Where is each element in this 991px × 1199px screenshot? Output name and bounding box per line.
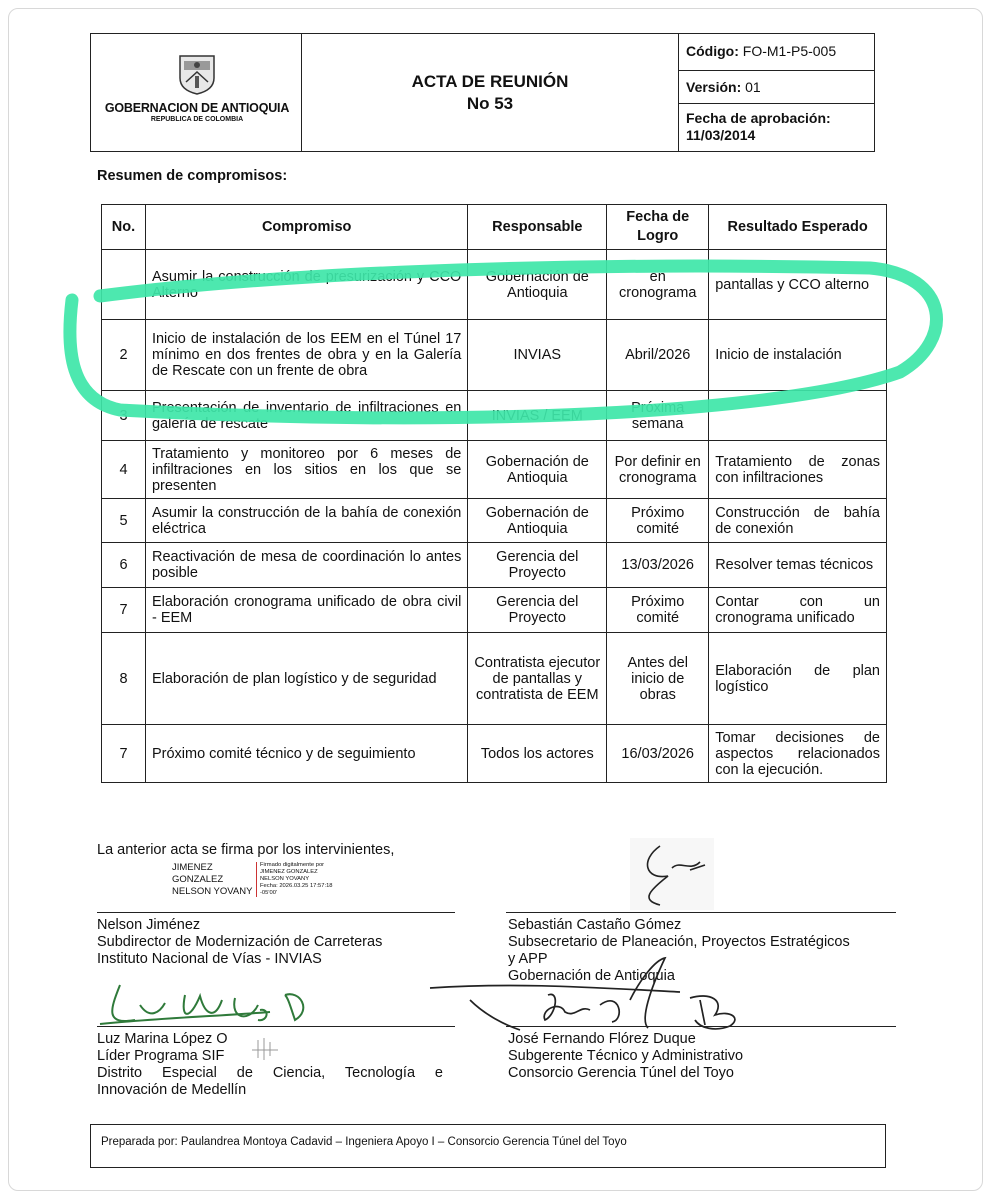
signatory-role: Subdirector de Modernización de Carreteras bbox=[97, 934, 383, 950]
cell-fecha: 16/03/2026 bbox=[607, 725, 709, 783]
document-title bbox=[302, 34, 679, 151]
cell-resultado: pantallas y CCO alterno bbox=[709, 250, 887, 320]
signatory-org-cont: Innovación de Medellín bbox=[97, 1082, 247, 1098]
cell-compromiso: Inicio de instalación de los EEM en el Túnel 17 mínimo en dos frentes de obra y en la Galería de Rescate con un frente de obra bbox=[145, 320, 467, 391]
section-title: Resumen de compromisos: bbox=[97, 168, 288, 184]
signatory-org: Consorcio Gerencia Túnel del Toyo bbox=[508, 1065, 734, 1081]
digital-name-line: GONZALEZ bbox=[172, 874, 224, 885]
signatory-name: Luz Marina López O bbox=[97, 1031, 228, 1047]
cell-resultado: Inicio de instalación bbox=[709, 320, 887, 391]
signature-line bbox=[506, 1026, 896, 1027]
table-row bbox=[102, 588, 887, 633]
signatory-org: Instituto Nacional de Vías - INVIAS bbox=[97, 951, 322, 967]
cell-responsable: Contratista ejecutor de pantallas y contratista de EEM bbox=[468, 633, 607, 725]
cell-compromiso: Asumir la construcción de la bahía de conexión eléctrica bbox=[145, 499, 467, 543]
digital-name-line: JIMENEZ bbox=[172, 862, 213, 873]
table-header-row bbox=[102, 205, 887, 250]
cell-no: 4 bbox=[102, 441, 146, 499]
digital-detail-line: Firmado digitalmente por bbox=[260, 862, 325, 868]
signature-line bbox=[506, 912, 896, 913]
coat-of-arms-icon bbox=[176, 52, 218, 96]
codigo-value: FO-M1-P5-005 bbox=[742, 43, 837, 59]
org-subtitle: REPUBLICA DE COLOMBIA bbox=[150, 116, 244, 123]
cell-responsable: Gobernación de Antioquia bbox=[468, 441, 607, 499]
signatory-luz-marina bbox=[97, 1031, 443, 1099]
cell-responsable: Gerencia del Proyecto bbox=[468, 588, 607, 633]
digital-detail-line: NELSON YOVANY bbox=[260, 876, 310, 882]
signature-line bbox=[97, 1026, 455, 1027]
version-row bbox=[679, 71, 874, 104]
digital-name-line: NELSON YOVANY bbox=[172, 886, 253, 897]
cell-resultado: Tratamiento de zonas con infiltraciones bbox=[709, 441, 887, 499]
cell-responsable: Gobernación de Antioquia bbox=[468, 499, 607, 543]
header-resultado: Resultado Esperado bbox=[709, 205, 887, 250]
digital-detail-line: -05'00' bbox=[260, 890, 278, 896]
cell-resultado bbox=[709, 391, 887, 441]
cell-responsable: Gobernación de Antioquia bbox=[468, 250, 607, 320]
cell-resultado: Resolver temas técnicos bbox=[709, 543, 887, 588]
table-row bbox=[102, 320, 887, 391]
cell-compromiso: Tratamiento y monitoreo por 6 meses de infiltraciones en los sitios en los que se presenten bbox=[145, 441, 467, 499]
signatory-name: Nelson Jiménez bbox=[97, 917, 201, 933]
signatory-role: Subsecretario de Planeación, Proyectos Estratégicos bbox=[508, 934, 850, 950]
cell-no: 8 bbox=[102, 633, 146, 725]
cell-no: 6 bbox=[102, 543, 146, 588]
metadata-cell bbox=[679, 34, 874, 151]
table-row bbox=[102, 633, 887, 725]
title-line-2: No 53 bbox=[466, 93, 514, 113]
digital-signature-name bbox=[172, 862, 252, 898]
codigo-label: Código: bbox=[686, 43, 739, 59]
closing-text: La anterior acta se firma por los intervinientes, bbox=[97, 842, 395, 858]
codigo-row bbox=[679, 34, 874, 71]
fecha-row bbox=[679, 104, 874, 151]
table-row bbox=[102, 499, 887, 543]
signatory-jose-fernando bbox=[508, 1031, 743, 1082]
fecha-value: 11/03/2014 bbox=[686, 127, 756, 143]
table-row bbox=[102, 543, 887, 588]
signatory-sebastian bbox=[508, 917, 850, 985]
signatory-name: Sebastián Castaño Gómez bbox=[508, 917, 682, 933]
cell-compromiso: Próximo comité técnico y de seguimiento bbox=[145, 725, 467, 783]
version-label: Versión: bbox=[686, 79, 742, 95]
cell-compromiso: Elaboración cronograma unificado de obra civil - EEM bbox=[145, 588, 467, 633]
cell-fecha: Próxima semana bbox=[607, 391, 709, 441]
header-no: No. bbox=[102, 205, 146, 250]
digital-detail-line: JIMENEZ GONZALEZ bbox=[260, 869, 318, 875]
signatory-org: Gobernación de Antioquia bbox=[508, 968, 675, 984]
signatory-role-cont: y APP bbox=[508, 951, 548, 967]
footer-prepared-by: Preparada por: Paulandrea Montoya Cadavid – Ingeniera Apoyo I – Consorcio Gerencia Túnel del Toyo bbox=[90, 1124, 886, 1168]
cell-fecha: Por definir en cronograma bbox=[607, 441, 709, 499]
cell-no: 7 bbox=[102, 725, 146, 783]
cell-no: 7 bbox=[102, 588, 146, 633]
commitments-table bbox=[101, 204, 887, 783]
cell-resultado: Construcción de bahía de conexión bbox=[709, 499, 887, 543]
cell-resultado: Contar con un cronograma unificado bbox=[709, 588, 887, 633]
table-row bbox=[102, 441, 887, 499]
cell-no: 3 bbox=[102, 391, 146, 441]
signatory-name: José Fernando Flórez Duque bbox=[508, 1031, 696, 1047]
cell-no: 5 bbox=[102, 499, 146, 543]
cell-responsable: Todos los actores bbox=[468, 725, 607, 783]
table-row bbox=[102, 391, 887, 441]
document-header bbox=[90, 33, 875, 152]
header-compromiso: Compromiso bbox=[145, 205, 467, 250]
signatory-org: Distrito Especial de Ciencia, Tecnología e bbox=[97, 1065, 443, 1081]
cell-fecha: Próximo comité bbox=[607, 588, 709, 633]
cell-compromiso: Elaboración de plan logístico y de seguridad bbox=[145, 633, 467, 725]
signatory-nelson bbox=[97, 917, 382, 968]
org-name: GOBERNACION DE ANTIOQUIA bbox=[104, 101, 290, 115]
cell-fecha: Abril/2026 bbox=[607, 320, 709, 391]
cell-no bbox=[102, 250, 146, 320]
version-value: 01 bbox=[745, 79, 761, 95]
header-responsable: Responsable bbox=[468, 205, 607, 250]
cell-compromiso: Asumir la construcción de presurización y CCO Alterno bbox=[145, 250, 467, 320]
digital-detail-line: Fecha: 2026.03.25 17:57:18 bbox=[260, 883, 333, 889]
title-line-1: ACTA DE REUNIÓN bbox=[411, 71, 569, 91]
logo-cell bbox=[91, 34, 302, 151]
cell-fecha: Próximo comité bbox=[607, 499, 709, 543]
signatory-role: Subgerente Técnico y Administrativo bbox=[508, 1048, 744, 1064]
cell-fecha: 13/03/2026 bbox=[607, 543, 709, 588]
digital-signature-details bbox=[256, 862, 333, 897]
cell-compromiso: Presentación de inventario de infiltraciones en galería de rescate bbox=[145, 391, 467, 441]
cell-compromiso: Reactivación de mesa de coordinación lo antes posible bbox=[145, 543, 467, 588]
signature-line bbox=[97, 912, 455, 913]
cell-resultado: Tomar decisiones de aspectos relacionados con la ejecución. bbox=[709, 725, 887, 783]
table-row bbox=[102, 250, 887, 320]
cell-resultado: Elaboración de plan logístico bbox=[709, 633, 887, 725]
header-fecha: Fecha de Logro bbox=[607, 205, 709, 250]
fecha-label: Fecha de aprobación: bbox=[686, 110, 831, 126]
cell-responsable: Gerencia del Proyecto bbox=[468, 543, 607, 588]
cell-fecha: Antes del inicio de obras bbox=[607, 633, 709, 725]
cell-responsable: INVIAS bbox=[468, 320, 607, 391]
cell-responsable: INVIAS / EEM bbox=[468, 391, 607, 441]
cell-no: 2 bbox=[102, 320, 146, 391]
cell-fecha: en cronograma bbox=[607, 250, 709, 320]
table-row bbox=[102, 725, 887, 783]
signatory-role: Líder Programa SIF bbox=[97, 1048, 225, 1064]
